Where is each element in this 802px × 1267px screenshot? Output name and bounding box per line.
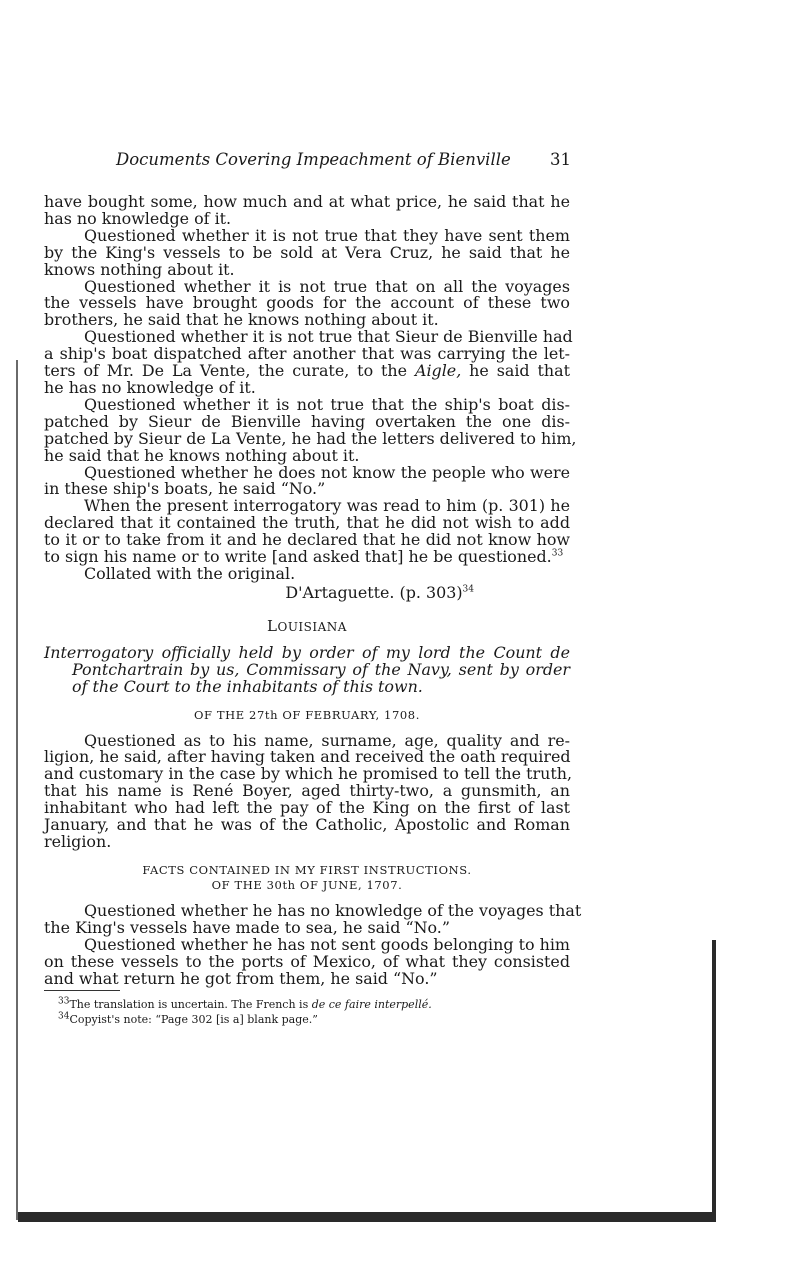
text-line: patched by Sieur de La Vente, he had the letters delivered to him, <box>44 428 577 448</box>
footnote-33 <box>44 997 570 1012</box>
page-right-edge <box>712 940 716 1222</box>
text-line: by the King's vessels to be sold at Vera Cruz, he said that he <box>44 242 570 262</box>
footnote-text: Copyist's note: “Page 302 [is a] blank page.” <box>69 1013 318 1027</box>
text-line: he said that he knows nothing about it. <box>44 445 360 465</box>
signature: D'Artaguette. (p. 303) <box>285 582 463 602</box>
footnote-number: 33 <box>58 996 70 1007</box>
paragraph <box>44 327 573 397</box>
text-line: When the present interrogatory was read to him (p. 301) he <box>84 496 570 516</box>
paragraph <box>44 730 572 851</box>
text-line: Questioned as to his name, surname, age, quality and re- <box>84 730 570 750</box>
interrogatory-title <box>44 642 570 696</box>
date-heading: OF THE 27th OF FEBRUARY, 1708. <box>194 707 420 722</box>
text-line: that his name is René Boyer, aged thirty-two, a gunsmith, an <box>44 781 570 801</box>
paragraph <box>44 563 570 583</box>
facts-heading-date: OF THE 30th OF JUNE, 1707. <box>211 877 403 892</box>
text-line: Questioned whether it is not true that Sieur de Bienville had <box>84 327 573 347</box>
text-line: Interrogatory officially held by order of my lord the Count de <box>44 642 570 662</box>
section-title <box>44 617 570 635</box>
footnote-french-phrase: de ce faire interpellé. <box>311 998 432 1012</box>
text-line: and customary in the case by which he promised to tell the truth, <box>44 764 572 784</box>
text-line: Questioned whether it is not true that the ship's boat dis- <box>84 394 570 414</box>
ship-name: Aigle, <box>414 361 462 381</box>
text-line: Collated with the original. <box>84 563 296 583</box>
facts-heading-line: FACTS CONTAINED IN MY FIRST INSTRUCTIONS. <box>142 862 472 877</box>
text-line: the vessels have brought goods for the account of these two <box>44 293 570 313</box>
text-line: ligion, he said, after having taken and received the oath required <box>44 747 571 767</box>
footnote-ref-34: 34 <box>462 584 474 595</box>
paragraph <box>44 462 570 499</box>
text-line: declared that it contained the truth, that he did not wish to add <box>44 513 570 533</box>
text-line: the King's vessels have made to sea, he said “No.” <box>44 917 450 937</box>
page-number: 31 <box>550 150 571 169</box>
footnote-number: 34 <box>58 1011 70 1022</box>
text-line: Questioned whether it is not true that they have sent them <box>84 225 570 245</box>
text-line: of the Court to the inhabitants of this town. <box>72 676 423 696</box>
text-line: knows nothing about it. <box>44 259 235 279</box>
text-line: and what return he got from them, he said “No.” <box>44 968 438 988</box>
text-line: religion. <box>44 832 112 851</box>
text-segment: to sign his name or to write [and asked that] he be questioned. <box>44 547 552 567</box>
text-line: on these vessels to the ports of Mexico, of what they consisted <box>44 951 570 971</box>
running-title: Documents Covering Impeachment of Bienville <box>116 150 511 169</box>
text-line: brothers, he said that he knows nothing about it. <box>44 310 439 330</box>
text-line: in these ship's boats, he said “No.” <box>44 479 326 499</box>
page-left-edge <box>16 360 18 1220</box>
footnote-ref-33: 33 <box>551 548 564 559</box>
text-line: Questioned whether he has no knowledge of the voyages that <box>84 900 582 920</box>
footnote-rule <box>44 990 120 991</box>
text-line: Questioned whether he has not sent goods belonging to him <box>84 934 570 954</box>
text-line: January, and that he was of the Catholic, Apostolic and Roman <box>44 815 570 835</box>
footnote-34 <box>44 1012 570 1027</box>
text-line: Questioned whether it is not true that on all the voyages <box>84 276 570 296</box>
text-line: has no knowledge of it. <box>44 208 232 228</box>
paragraph <box>44 276 570 330</box>
running-header <box>116 150 571 172</box>
text-line: patched by Sieur de Bienville having overtaken the one dis- <box>44 411 570 431</box>
text-line: Questioned whether he does not know the people who were <box>84 462 570 482</box>
paragraph <box>44 900 582 937</box>
paragraph <box>44 394 577 465</box>
body-text <box>44 192 582 1027</box>
paragraph <box>44 498 570 566</box>
signature-line <box>44 583 570 603</box>
text-line: inhabitant who had left the pay of the King on the first of last <box>44 798 570 818</box>
text-segment: he said that <box>461 361 570 381</box>
section-title-rest: OUISIANA <box>277 619 347 634</box>
section-title-initial: L <box>267 616 278 635</box>
text-segment: ters of Mr. De La Vente, the curate, to the <box>44 361 415 381</box>
paragraph <box>44 194 570 228</box>
paragraph <box>44 225 570 279</box>
page-bottom-edge <box>18 1212 716 1222</box>
text-line: have bought some, how much and at what price, he said that he <box>44 192 570 211</box>
paragraph <box>44 642 570 696</box>
text-line: a ship's boat dispatched after another that was carrying the let- <box>44 344 570 364</box>
paragraph <box>44 934 570 988</box>
text-line: he has no knowledge of it. <box>44 377 256 397</box>
facts-heading <box>44 863 570 893</box>
text-line: Pontchartrain by us, Commissary of the Navy, sent by order <box>72 659 570 679</box>
footnote-text: The translation is uncertain. The French is <box>69 998 312 1012</box>
text-line: to it or to take from it and he declared that he did not know how <box>44 530 570 550</box>
